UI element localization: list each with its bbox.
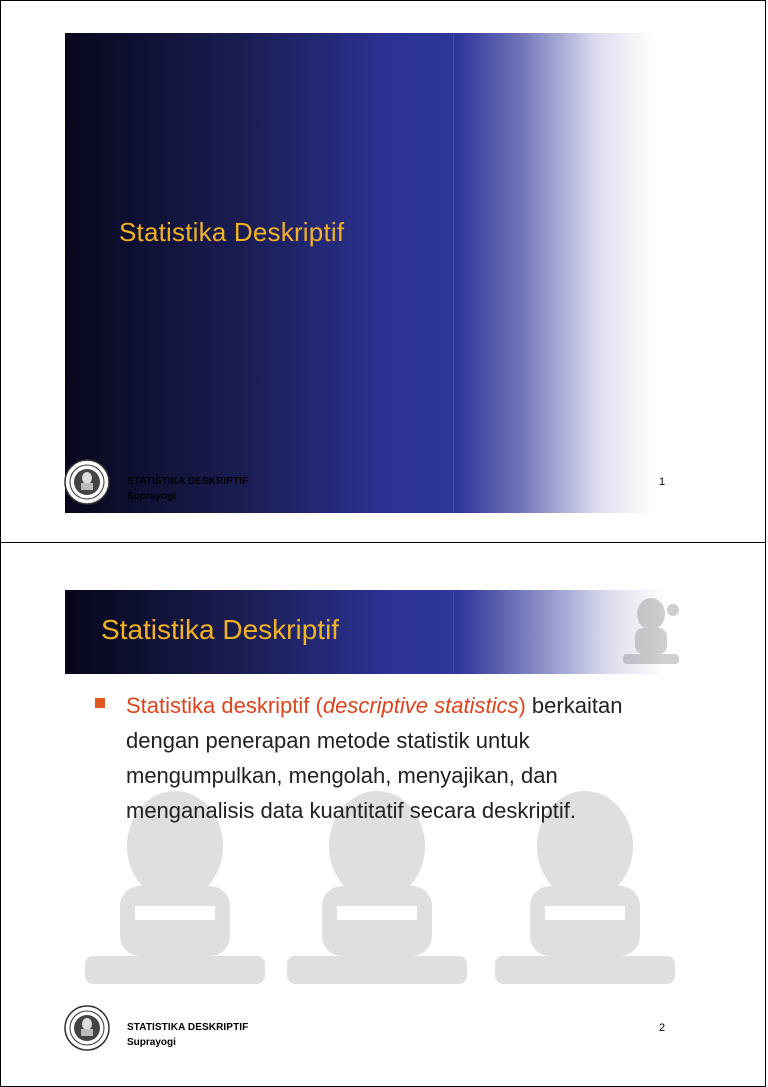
slide-2-title-band xyxy=(65,590,697,674)
slide-1-title: Statistika Deskriptif xyxy=(119,217,345,247)
slide-divider xyxy=(453,590,454,674)
footer-author: Suprayogi xyxy=(127,1037,176,1048)
page-number: 2 xyxy=(659,1022,666,1034)
body-rest: berkaitan dengan penerapan metode statistik untuk mengumpulkan, mengolah, menyajikan, dan menganalisis data kuantitatif secara deskriptif. xyxy=(126,693,623,823)
slide-2-title: Statistika Deskriptif xyxy=(101,614,340,645)
slide-divider xyxy=(453,33,454,513)
body-lead-close: ) xyxy=(518,693,526,718)
footer-title: STATISTIKA DESKRIPTIF xyxy=(127,476,249,487)
body-italic: descriptive statistics xyxy=(322,693,519,718)
slide-2 xyxy=(65,590,697,994)
slide-2-body xyxy=(126,688,686,828)
square-bullet-icon xyxy=(95,698,105,708)
ganesha-watermark-icon xyxy=(613,594,689,674)
itb-seal-icon xyxy=(64,1005,110,1051)
body-lead: Statistika deskriptif ( xyxy=(126,693,323,718)
slide-1-footer xyxy=(0,459,766,509)
slide-2-footer xyxy=(0,1005,766,1055)
footer-title: STATISTIKA DESKRIPTIF xyxy=(127,1022,249,1033)
page-number: 1 xyxy=(659,476,666,488)
itb-seal-icon xyxy=(64,459,110,505)
footer-author: Suprayogi xyxy=(127,491,176,502)
slide-1 xyxy=(65,33,697,513)
